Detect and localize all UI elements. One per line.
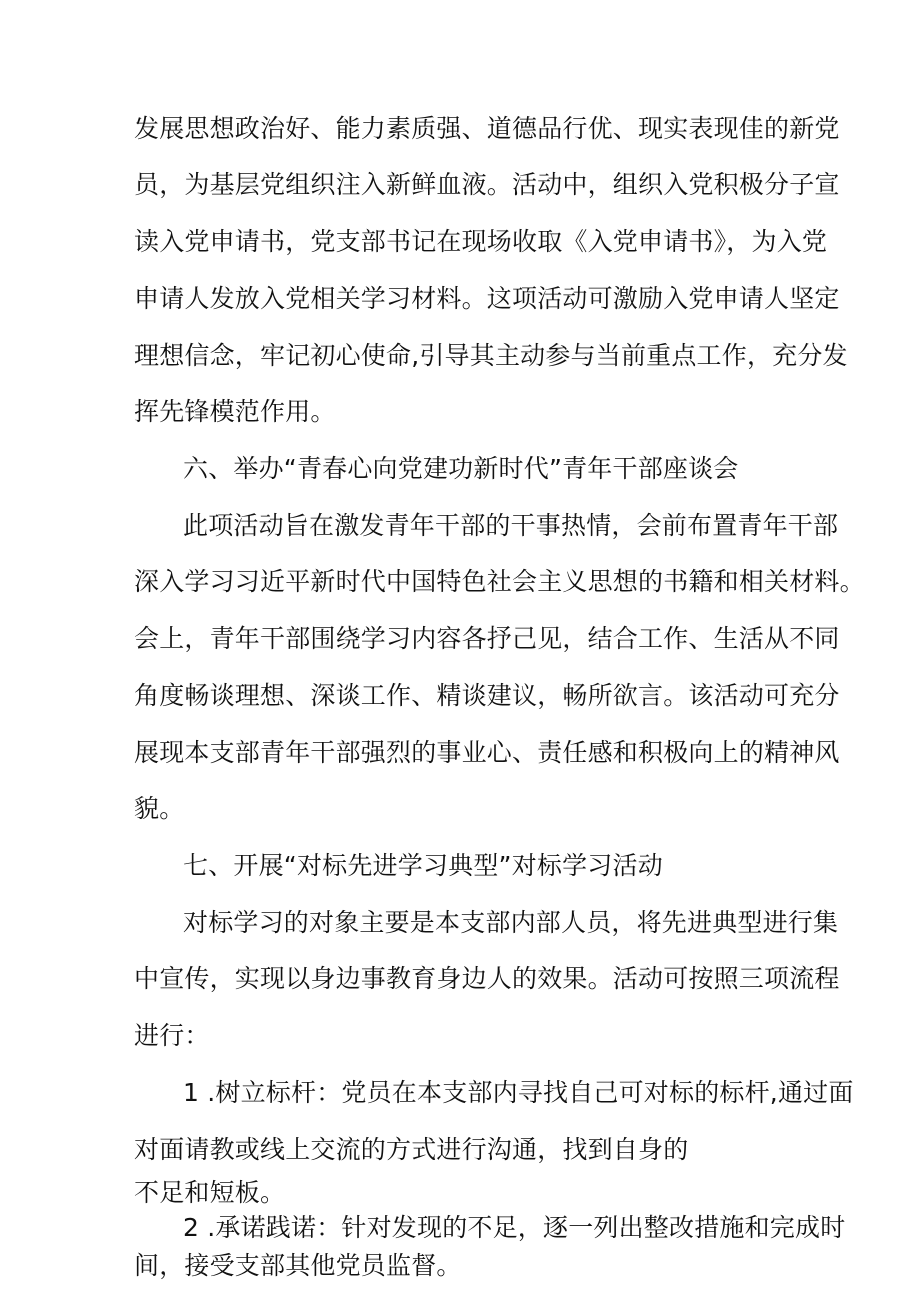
- text-line: 发展思想政治好、能力素质强、道德品行优、现实表现佳的新党: [134, 114, 840, 143]
- text-line: 申请人发放入党相关学习材料。这项活动可激励入党申请人坚定: [134, 284, 840, 313]
- text-line: 中宣传，实现以身边事教育身边人的效果。活动可按照三项流程: [134, 964, 840, 993]
- text-line: 会上，青年干部围绕学习内容各抒己见，结合工作、生活从不同: [134, 624, 840, 653]
- text-line: 对面请教或线上交流的方式进行沟通，找到自身的: [134, 1135, 689, 1164]
- text-line: 对标学习的对象主要是本支部内部人员，将先进典型进行集: [183, 908, 839, 937]
- text-line: 不足和短板。: [134, 1178, 286, 1207]
- list-item-1: 1 .树立标杆：党员在本支部内寻找自己可对标的标杆,通过面: [183, 1078, 854, 1107]
- text-line: 此项活动旨在激发青年干部的干事热情，会前布置青年干部: [183, 511, 839, 540]
- text-line: 挥先锋模范作用。: [134, 397, 336, 426]
- list-item-2: 2 .承诺践诺：针对发现的不足，逐一列出整改措施和完成时: [183, 1213, 846, 1242]
- text-line: 貌。: [134, 794, 185, 823]
- text-line: 角度畅谈理想、深谈工作、精谈建议，畅所欲言。该活动可充分: [134, 681, 840, 710]
- text-line: 读入党申请书，党支部书记在现场收取《入党申请书》，为入党: [134, 227, 828, 256]
- text-line: 理想信念，牢记初心使命,引导其主动参与当前重点工作，充分发: [134, 341, 848, 370]
- text-line: 进行：: [134, 1021, 210, 1050]
- text-line: 间，接受支部其他党员监督。: [134, 1251, 462, 1280]
- text-line: 展现本支部青年干部强烈的事业心、责任感和积极向上的精神风: [134, 738, 840, 767]
- text-line: 员，为基层党组织注入新鲜血液。活动中，组织入党积极分子宣: [134, 170, 840, 199]
- section-heading-6: 六、举办“青春心向党建功新时代”青年干部座谈会: [183, 454, 739, 483]
- section-heading-7: 七、开展“对标先进学习典型”对标学习活动: [183, 851, 663, 880]
- text-line: 深入学习习近平新时代中国特色社会主义思想的书籍和相关材料。: [134, 567, 865, 596]
